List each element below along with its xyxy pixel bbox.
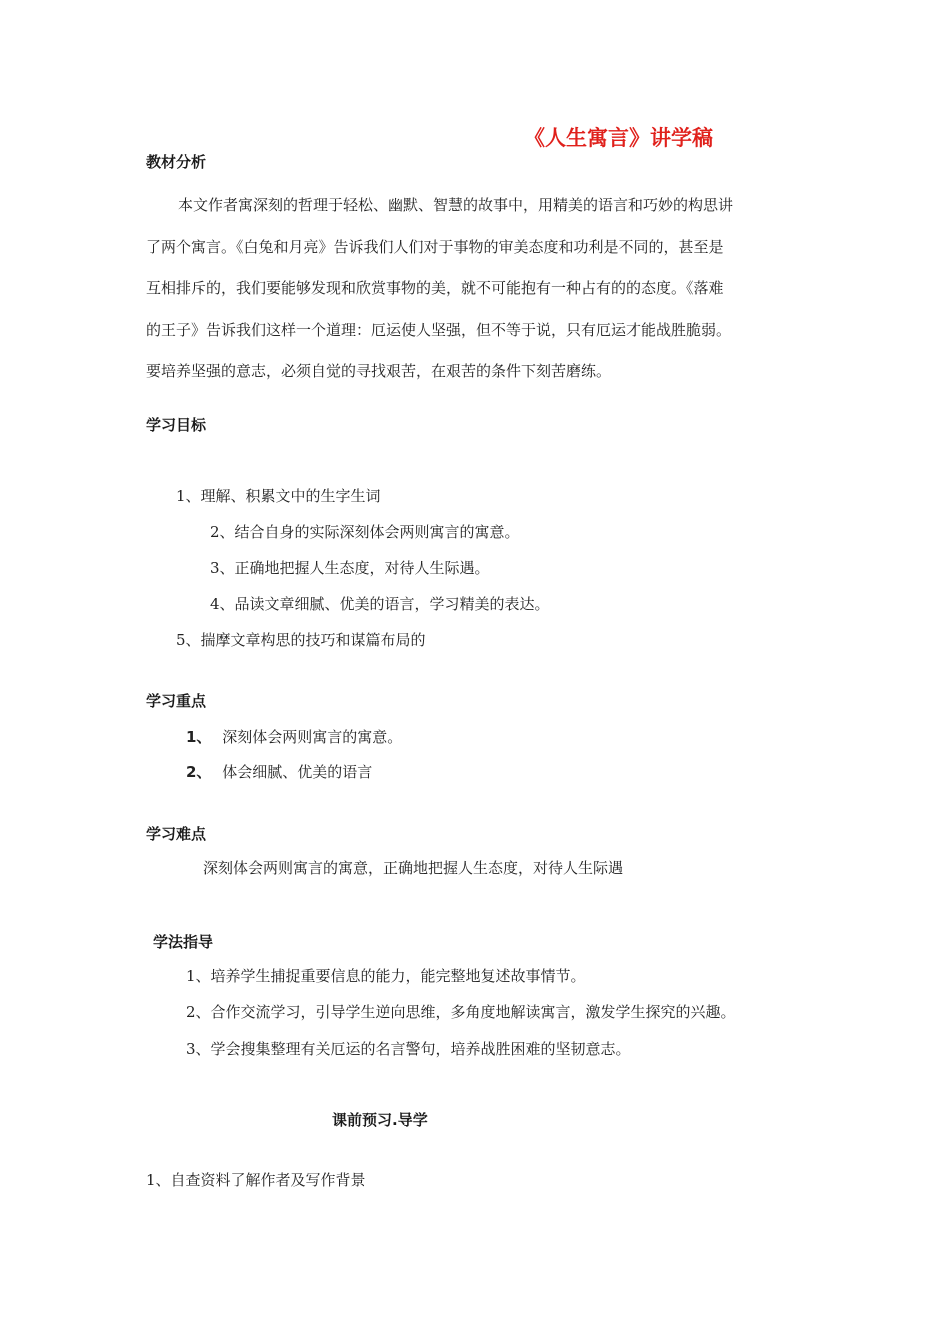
analysis-line: 互相排斥的，我们要能够发现和欣赏事物的美，就不可能抱有一种占有的的态度。《落难 <box>146 279 724 297</box>
goal-item: 3、正确地把握人生态度，对待人生际遇。 <box>210 559 490 577</box>
goals-heading: 学习目标 <box>146 416 207 434</box>
key-point-item <box>186 762 372 782</box>
method-item: 3、学会搜集整理有关厄运的名言警句，培养战胜困难的坚韧意志。 <box>186 1040 631 1058</box>
method-item: 2、合作交流学习，引导学生逆向思维，多角度地解读寓言，激发学生探究的兴趣。 <box>186 1003 736 1021</box>
document-title: 《人生寓言》讲学稿 <box>524 126 713 150</box>
key-point-number: 2、 <box>186 763 212 781</box>
analysis-line: 本文作者寓深刻的哲理于轻松、幽默、智慧的故事中，用精美的语言和巧妙的构思讲 <box>178 196 734 214</box>
key-points-heading: 学习重点 <box>146 692 207 710</box>
analysis-line: 要培养坚强的意志，必须自觉的寻找艰苦，在艰苦的条件下刻苦磨练。 <box>146 362 612 380</box>
analysis-heading: 教材分析 <box>146 153 207 171</box>
key-point-text: 深刻体会两则寓言的寓意。 <box>222 728 403 746</box>
key-point-number: 1、 <box>186 728 212 746</box>
preview-item: 1、自查资料了解作者及写作背景 <box>146 1171 366 1189</box>
key-point-text: 体会细腻、优美的语言 <box>222 763 373 781</box>
goal-item: 2、结合自身的实际深刻体会两则寓言的寓意。 <box>210 523 520 541</box>
method-heading: 学法指导 <box>153 933 214 951</box>
goal-item: 1、理解、积累文中的生字生词 <box>176 487 381 505</box>
method-item: 1、培养学生捕捉重要信息的能力，能完整地复述故事情节。 <box>186 967 586 985</box>
analysis-line: 的王子》告诉我们这样一个道理：厄运使人坚强，但不等于说，只有厄运才能战胜脆弱。 <box>146 320 732 339</box>
difficulties-heading: 学习难点 <box>146 825 207 843</box>
goal-item: 4、品读文章细腻、优美的语言，学习精美的表达。 <box>210 595 550 613</box>
preview-heading: 课前预习.导学 <box>332 1111 428 1129</box>
key-point-item <box>186 727 402 747</box>
analysis-paragraph <box>146 185 808 393</box>
goal-item: 5、揣摩文章构思的技巧和谋篇布局的 <box>176 631 426 649</box>
analysis-line: 了两个寓言。《白兔和月亮》告诉我们人们对于事物的审美态度和功利是不同的，甚至是 <box>146 237 724 256</box>
difficulties-text: 深刻体会两则寓言的寓意，正确地把握人生态度，对待人生际遇 <box>203 859 624 877</box>
